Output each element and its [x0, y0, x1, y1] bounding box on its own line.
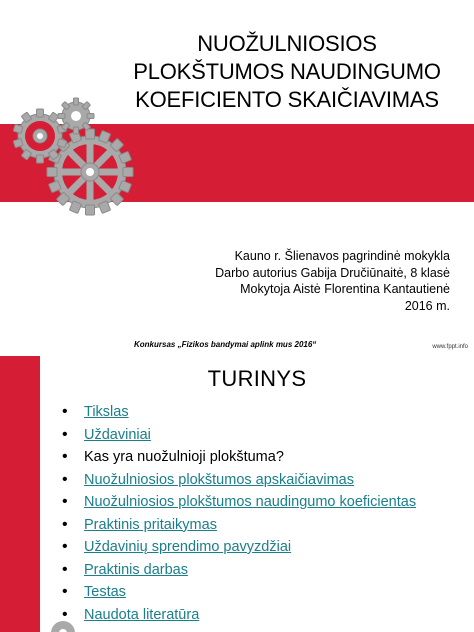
contents-heading: TURINYS [207, 366, 307, 391]
author-info [215, 248, 450, 314]
toc-link-apskaiciavimas[interactable]: Nuožulniosios plokštumos apskaičiavimas [84, 471, 354, 488]
toc-link-uzdaviniai[interactable]: Uždaviniai [84, 426, 151, 443]
list-item[interactable] [62, 517, 462, 534]
list-item[interactable] [62, 472, 462, 489]
title-line-1: NUOŽULNIOSIOS [197, 31, 377, 56]
title-line-2: PLOKŠTUMOS NAUDINGUMO [133, 59, 441, 84]
list-item [62, 449, 462, 466]
title-line-3: KOEFICIENTO SKAIČIAVIMAS [135, 87, 439, 112]
gear-icon [48, 618, 78, 632]
list-item[interactable] [62, 427, 462, 444]
toc-link-testas[interactable]: Testas [84, 584, 126, 600]
toc-item-kas-yra: Kas yra nuožulnioji plokštuma? [84, 449, 284, 465]
list-item[interactable] [62, 539, 462, 556]
toc-link-tikslas[interactable]: Tikslas [84, 404, 129, 420]
toc-link-darbas[interactable]: Praktinis darbas [84, 561, 188, 578]
list-item[interactable] [62, 494, 462, 511]
toc-link-pritaikymas[interactable]: Praktinis pritaikymas [84, 516, 217, 533]
site-watermark: www.fppt.info [432, 344, 468, 350]
school-line: Kauno r. Šlienavos pagrindinė mokykla [234, 249, 450, 263]
side-red-bar [0, 356, 40, 632]
list-item[interactable] [62, 404, 462, 421]
toc-link-pavyzdziai[interactable]: Uždavinių sprendimo pavyzdžiai [84, 539, 292, 555]
teacher-line: Mokytoja Aistė Florentina Kantautienė [240, 282, 450, 296]
slide-title [100, 30, 474, 114]
list-item[interactable] [62, 562, 462, 579]
author-line: Darbo autorius Gabija Dručiūnaitė, 8 klasė [215, 265, 450, 280]
tiny-gear-icon [58, 98, 94, 134]
toc-link-koeficientas[interactable]: Nuožulniosios plokštumos naudingumo koeficientas [84, 494, 417, 510]
list-item[interactable] [62, 584, 462, 601]
list-item[interactable] [62, 607, 462, 624]
contest-caption: Konkursas „Fizikos bandymai aplink mus 2016“ [134, 340, 317, 349]
toc-link-literatura[interactable]: Naudota literatūra [84, 606, 200, 623]
contents-list [62, 404, 462, 629]
year-line: 2016 m. [404, 298, 450, 313]
contents-slide [0, 356, 474, 632]
